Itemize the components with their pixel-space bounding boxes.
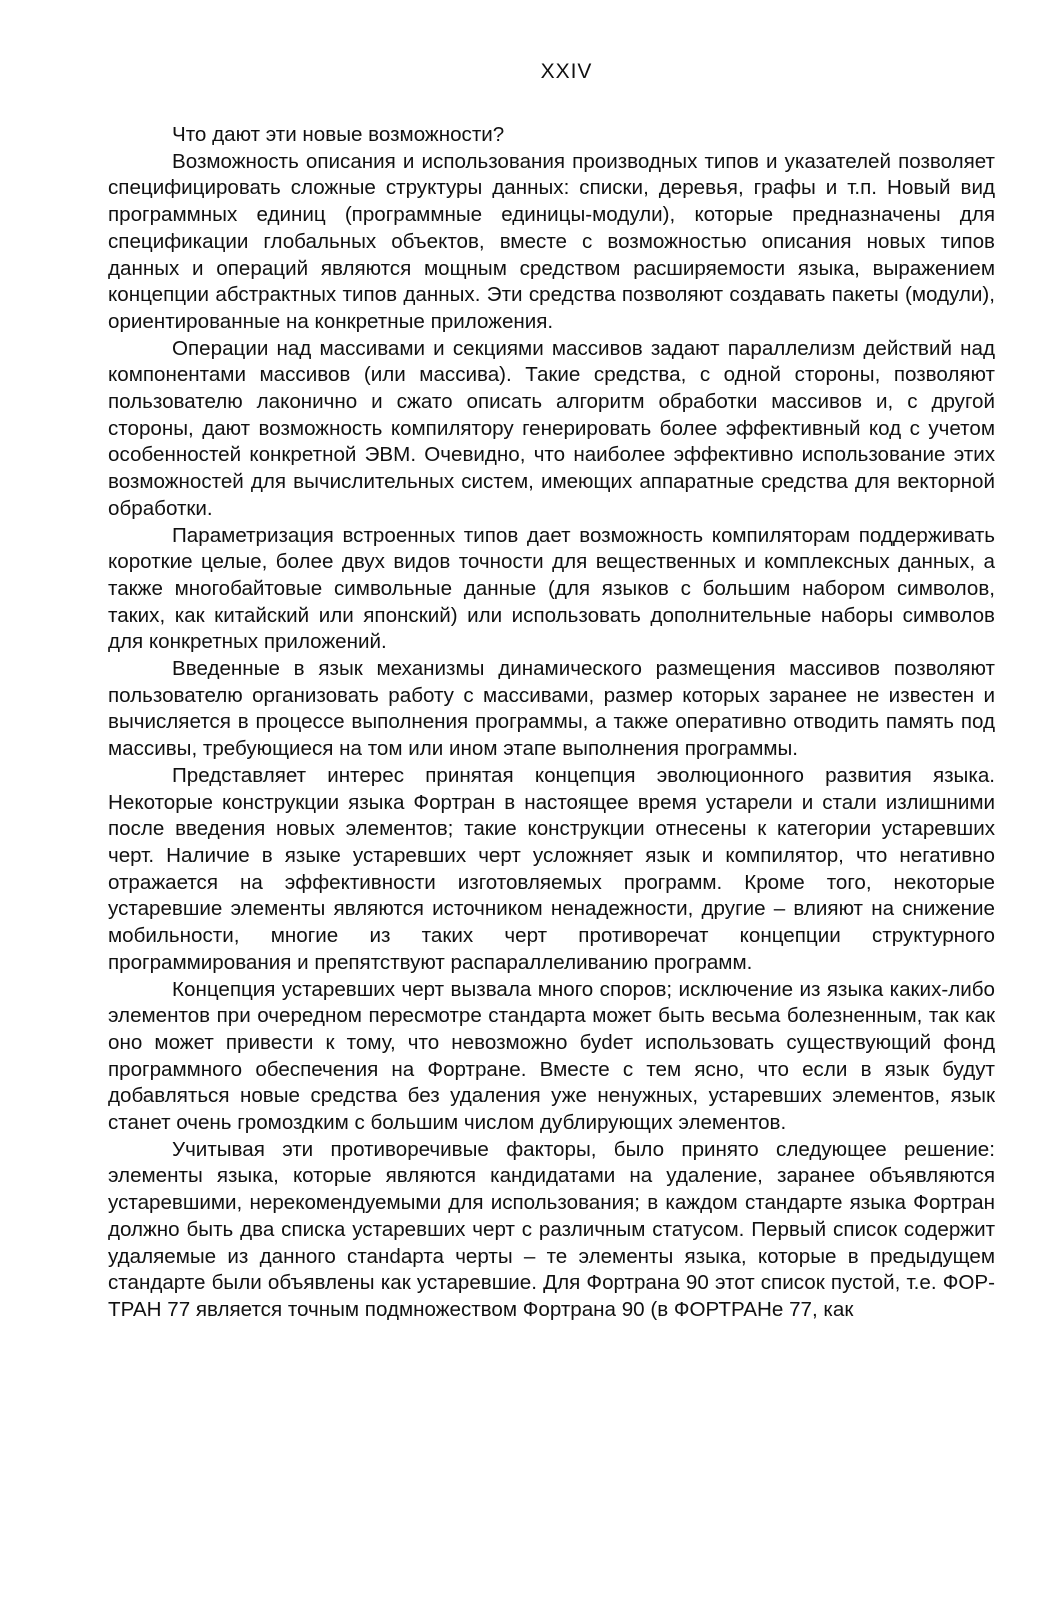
- paragraph-obsolescent-debate: Концепция устаревших черт вызвала много споров; исключение из языка каких-либо элементов при очередном пересмотре стандарта может быть весьма болезненным, так как оно может привести к тому, что невозможно буdет использовать существующий фонд программного обеспечения на Фортране. Вместе с тем ясно, что если в язык будут добавляться новые средства без удаления уже ненужных, устаревших элементов, язык станет очень громоздким с большим числом дублирующих элементов.: [108, 977, 995, 1135]
- paragraph-decision: Учитывая эти противоречивые факторы, было принято следующее решение: элементы языка, которые являются кандидатами на удаление, заранее объявляются устаревшими, нерекомендуемыми для использования; в каждом стандарте языка Фортран должно быть два списка устаревших черт с различным статусом. Первый список содержит удаляемые из данного станdарта черты – те элементы языка, которые в предыдущем стандарте были объявлены как устаревшие. Для Фортрана 90 этот список пустой, т.е. ФОРТРАН 77 является точным подмножеством Фортрана 90 (в ФОРТРАНе 77, как: [108, 1137, 995, 1321]
- paragraph-dynamic-allocation: Введенные в язык механизмы динамического размещения массивов позволяют пользователю организовать работу с массивами, размер которых заранее не известен и вычисляется в процессе выполнения программы, а также оперативно отводить память под массивы, требующиеся на том или ином этапе выполнения программы.: [108, 657, 995, 761]
- page-number: XXIV: [540, 60, 593, 83]
- book-page: [108, 60, 995, 1324]
- paragraph-array-operations: Операции над массивами и секциями массивов задают параллелизм действий над компонентами массивов (или массива). Такие средства, с одной стороны, позволяют пользователю лаконично и сжато описать алгоритм обработки массивов и, с другой стороны, дают возможность компилятору генерировать более эффективный код с учетом особенностей конкретной ЭВМ. Очевидно, что наиболее эффективно использование этих возможностей для вычислительных систем, имеющих аппаратные средства для векторной обработки.: [108, 336, 995, 520]
- paragraph-type-parameterization: Параметризация встроенных типов дает возможность компиляторам поддерживать короткие целые, более двух видов точности для вещественных и комплексных данных, а также многобайтовые символьные данные (для языков с большим набором символов, таких, как китайский или японский) или использовать дополнительные наборы символов для конкретных приложений.: [108, 523, 995, 654]
- paragraph-evolution-concept: Представляет интерес принятая концепция эволюционного развития языка. Некоторые конструкции языка Фортран в настоящее время устарели и стали излишними после введения новых элементов; такие конструкции отнесены к категории устаревших черт. Наличие в языке устаревших черт усложняет язык и компилятор, что негативно отражается на эффективности изготовляемых программ. Кроме того, некоторые устаревшие элементы являются источником ненадежности, другие – влияют на снижение мобильности, многие из таких черт противоречат концепции структурного программирования и препятствуют распараллеливанию программ.: [108, 763, 995, 974]
- paragraph-question: Что дают эти новые возможности?: [172, 123, 505, 146]
- paragraph-derived-types: Возможность описания и использования производных типов и указателей позволяет специфицировать сложные структуры данных: списки, деревья, графы и т.п. Новый вид программных единиц (программные единицы-модули), которые предназначены для спецификации глобальных объектов, вместе с возможностью описания новых типов данных и операций являются мощным средством расширяемости языка, выражением концепции абстрактных типов данных. Эти средства позволяют создавать пакеты (модули), ориентированные на конкретные приложения.: [108, 149, 995, 333]
